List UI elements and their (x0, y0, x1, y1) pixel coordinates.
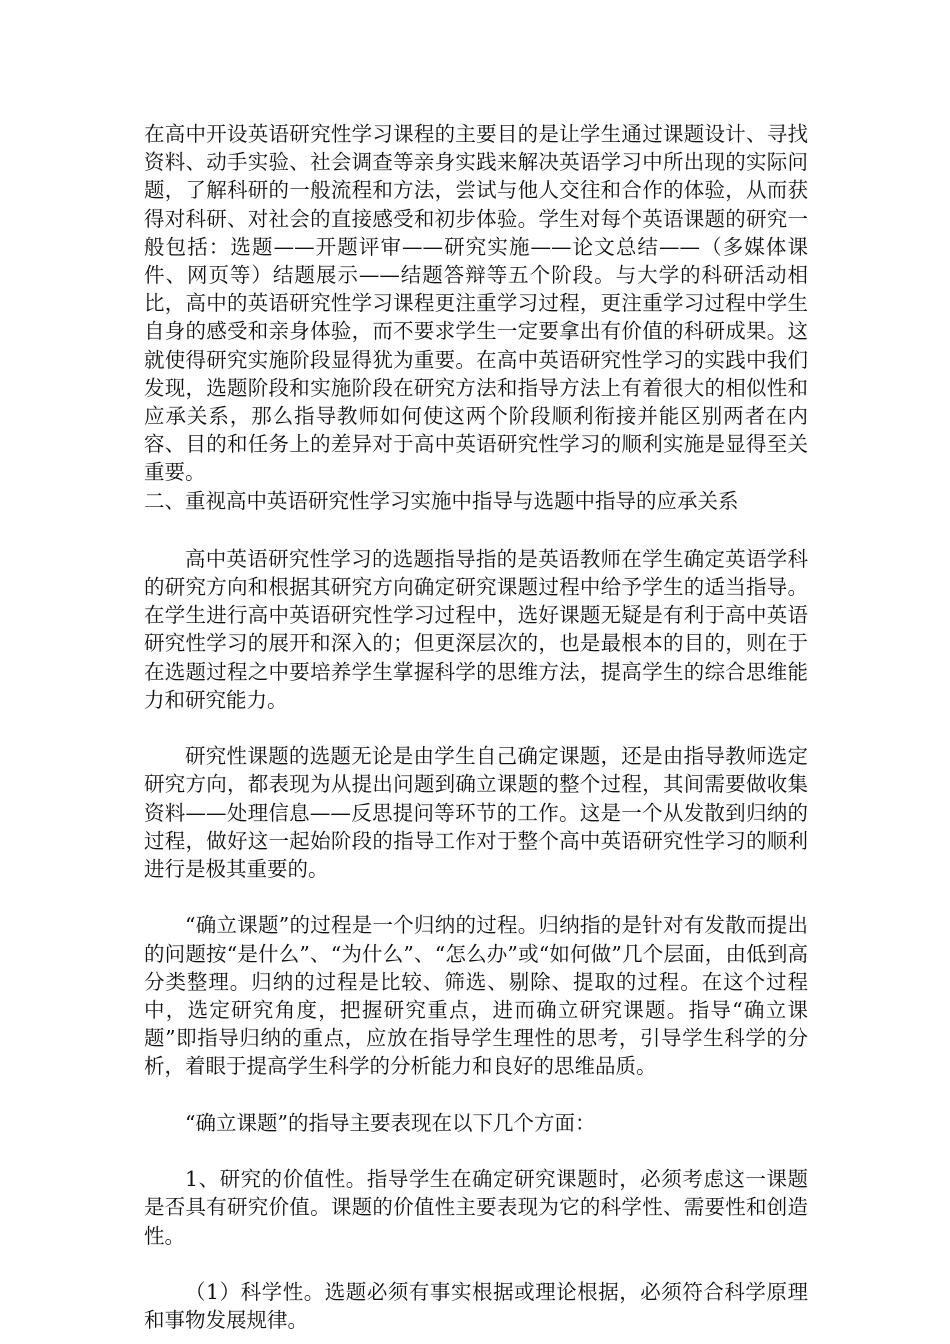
section-heading: 二、重视高中英语研究性学习实施中指导与选题中指导的应承关系 (144, 488, 739, 513)
paragraph-research-value: 1、研究的价值性。指导学生在确定研究课题时，必须考虑这一课题是否具有研究价值。课题的价值性主要表现为它的科学性、需要性和创造性。 (144, 1167, 808, 1248)
paragraph-guidance-aspects: “确立课题”的指导主要表现在以下几个方面： (185, 1110, 596, 1135)
intro-paragraph: 在高中开设英语研究性学习课程的主要目的是让学生通过课题设计、寻找资料、动手实验、社会调查等亲身实践来解决英语学习中所出现的实际问题，了解科研的一般流程和方法，尝试与他人交往和合作的体验，从而获得对科研、对社会的直接感受和初步体验。学生对每个英语课题的研究一般包括：选题——开题评审——研究实施——论文总结——（多媒体课件、网页等）结题展示——结题答辩等五个阶段。与大学的科研活动相比，高中的英语研究性学习课程更注重学习过程，更注重学习过程中学生自身的感受和亲身体验，而不要求学生一定要拿出有价值的科研成果。这就使得研究实施阶段显得犹为重要。在高中英语研究性学习的实践中我们发现，选题阶段和实施阶段在研究方法和指导方法上有着很大的相似性和应承关系，那么指导教师如何使这两个阶段顺利衔接并能区别两者在内容、目的和任务上的差异对于高中英语研究性学习的顺利实施是显得至关重要。 (144, 122, 808, 485)
document-body (144, 120, 808, 1334)
paragraph-topic-guidance: 高中英语研究性学习的选题指导指的是英语教师在学生确定英语学科的研究方向和根据其研究方向确定研究课题过程中给予学生的适当指导。在学生进行高中英语研究性学习过程中，选好课题无疑是有利于高中英语研究性学习的展开和深入的；但更深层次的，也是最根本的目的，则在于在选题过程之中要培养学生掌握科学的思维方法，提高学生的综合思维能力和研究能力。 (144, 546, 808, 712)
paragraph-scientific: （1）科学性。选题必须有事实根据或理论根据，必须符合科学原理和事物发展规律。 (144, 1280, 808, 1333)
paragraph-induction: “确立课题”的过程是一个归纳的过程。归纳指的是针对有发散而提出的问题按“是什么”、“为什么”、“怎么办”或“如何做”几个层面，由低到高分类整理。归纳的过程是比较、筛选、剔除、提取的过程。在这个过程中，选定研究角度，把握研究重点，进而确立研究课题。指导“确立课题”即指导归纳的重点，应放在指导学生理性的思考，引导学生科学的分析，着眼于提高学生科学的分析能力和良好的思维品质。 (144, 913, 808, 1079)
paragraph-topic-selection: 研究性课题的选题无论是由学生自己确定课题，还是由指导教师选定研究方向，都表现为从提出问题到确立课题的整个过程，其间需要做收集资料——处理信息——反思提问等环节的工作。这是一个从发散到归纳的过程，做好这一起始阶段的指导工作对于整个高中英语研究性学习的顺利进行是极其重要的。 (144, 744, 808, 882)
